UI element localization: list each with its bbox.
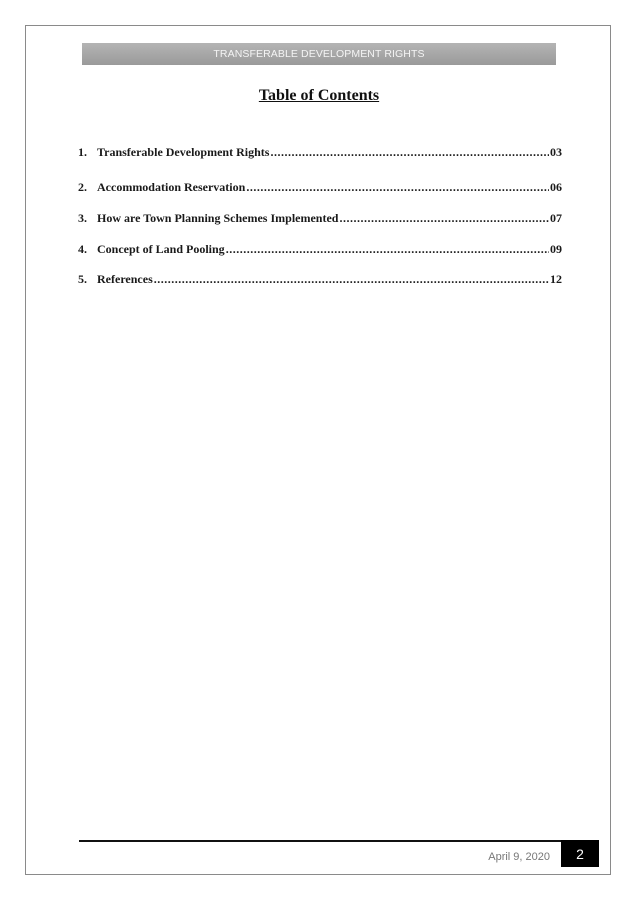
footer-date: April 9, 2020 (488, 851, 550, 863)
toc-item[interactable] (78, 272, 562, 287)
running-header (82, 43, 556, 65)
toc-leader-dots (339, 211, 549, 226)
toc-leader-dots (226, 242, 549, 257)
toc-item[interactable] (78, 211, 562, 226)
toc-title: Table of Contents (258, 87, 380, 104)
toc-item-page: 06 (550, 180, 562, 194)
toc-item-label: Concept of Land Pooling (97, 242, 225, 256)
toc-item-number: 4. (78, 242, 87, 256)
toc-item-label: Accommodation Reservation (97, 180, 246, 194)
toc-item-label: How are Town Planning Schemes Implemented (97, 211, 339, 225)
toc-item-label: References (97, 272, 153, 286)
toc-item[interactable] (78, 242, 562, 257)
toc-item-number: 1. (78, 145, 87, 159)
toc-item-number: 2. (78, 180, 87, 194)
toc-item-number: 3. (78, 211, 87, 225)
toc-leader-dots (246, 180, 549, 195)
page-number-badge (561, 840, 599, 867)
toc-item-page: 07 (550, 211, 562, 225)
toc-item-page: 12 (550, 272, 562, 286)
toc-leader-dots (270, 145, 549, 160)
toc-leader-dots (154, 272, 549, 287)
toc-item-label: Transferable Development Rights (97, 145, 270, 159)
footer-rule (79, 840, 561, 842)
toc-item-page: 03 (550, 145, 562, 159)
running-header-title: TRANSFERABLE DEVELOPMENT RIGHTS (213, 48, 425, 60)
toc-item-number: 5. (78, 272, 87, 286)
page-number: 2 (576, 845, 584, 862)
toc-item-page: 09 (550, 242, 562, 256)
toc-item[interactable] (78, 145, 562, 160)
toc-item[interactable] (78, 180, 562, 195)
